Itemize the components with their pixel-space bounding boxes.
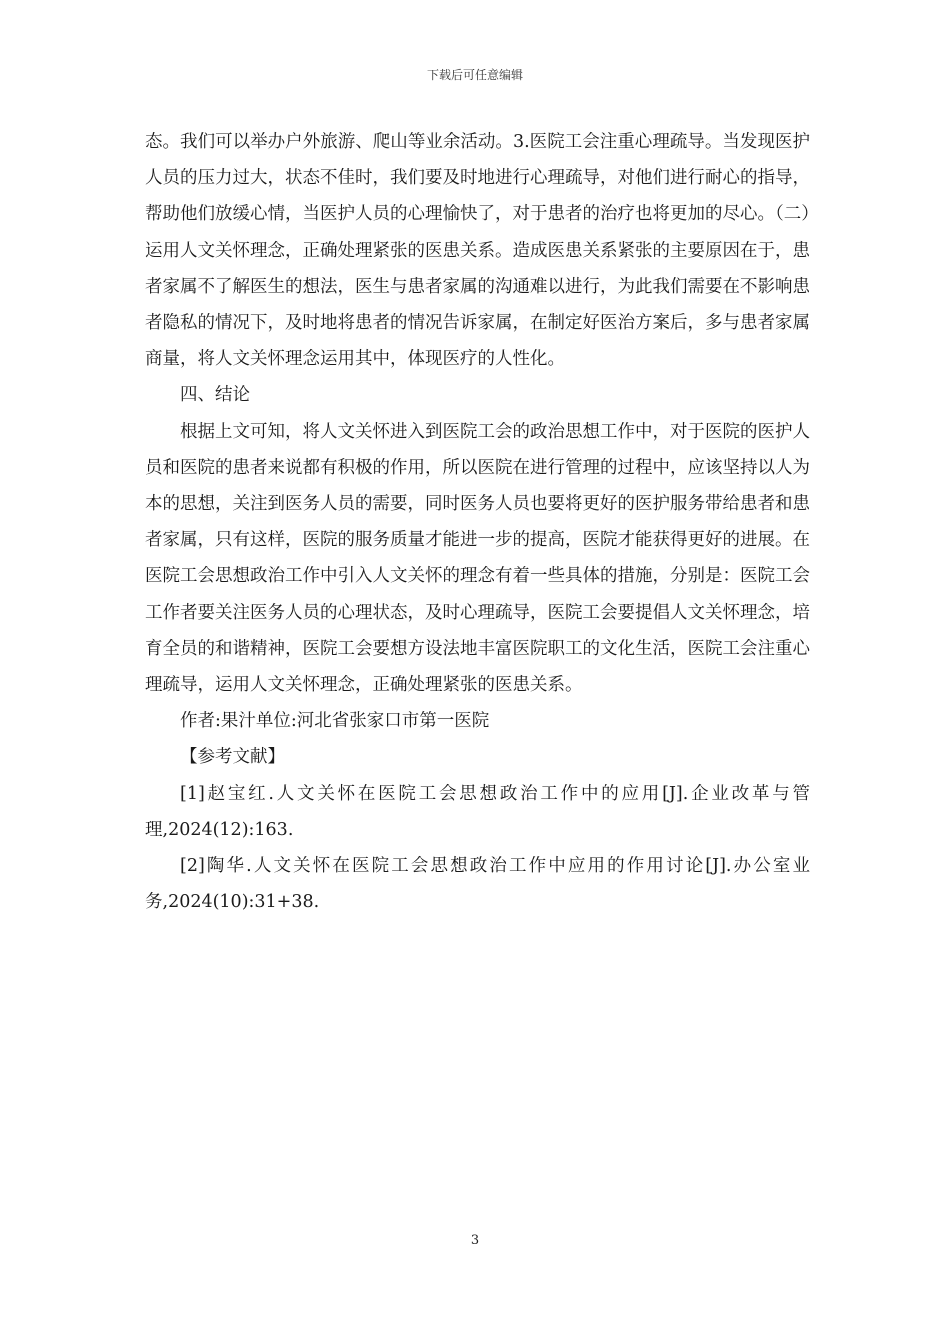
body-paragraph: 态。我们可以举办户外旅游、爬山等业余活动。3.医院工会注重心理疏导。当发现医护人员的压力过大，状态不佳时，我们要及时地进行心理疏导，对他们进行耐心的指导，帮助他们放缓心情，当医护人员的心理愉快了，对于患者的治疗也将更加的尽心。（二）运用人文关怀理念，正确处理紧张的医患关系。造成医患关系紧张的主要原因在于，患者家属不了解医生的想法，医生与患者家属的沟通难以进行，为此我们需要在不影响患者隐私的情况下，及时地将患者的情况告诉家属，在制定好医治方案后，多与患者家属商量，将人文关怀理念运用其中，体现医疗的人性化。 (145, 132, 810, 370)
document-body (145, 124, 810, 920)
references-heading: 【参考文献】 (180, 747, 285, 768)
reference-item: [1]赵宝红.人文关怀在医院工会思想政治工作中的应用[J].企业改革与管理,2024(12):163. (145, 783, 810, 840)
conclusion-paragraph: 根据上文可知，将人文关怀进入到医院工会的政治思想工作中，对于医院的医护人员和医院的患者来说都有积极的作用，所以医院在进行管理的过程中，应该坚持以人为本的思想，关注到医务人员的需要，同时医务人员也要将更好的医护服务带给患者和患者家属，只有这样，医院的服务质量才能进一步的提高，医院才能获得更好的进展。在医院工会思想政治工作中引入人文关怀的理念有着一些具体的措施，分别是：医院工会工作者要关注医务人员的心理状态，及时心理疏导，医院工会要提倡人文关怀理念，培育全员的和谐精神，医院工会要想方设法地丰富医院职工的文化生活，医院工会注重心理疏导，运用人文关怀理念，正确处理紧张的医患关系。 (145, 421, 810, 696)
page-header: 下载后可任意编辑 (426, 68, 523, 82)
author-line: 作者:果汁单位:河北省张家口市第一医院 (180, 711, 490, 732)
reference-item: [2]陶华.人文关怀在医院工会思想政治工作中应用的作用讨论[J].办公室业务,2024(10):31+38. (145, 856, 810, 913)
section-heading: 四、结论 (180, 385, 250, 406)
page-number: 3 (470, 1233, 480, 1248)
